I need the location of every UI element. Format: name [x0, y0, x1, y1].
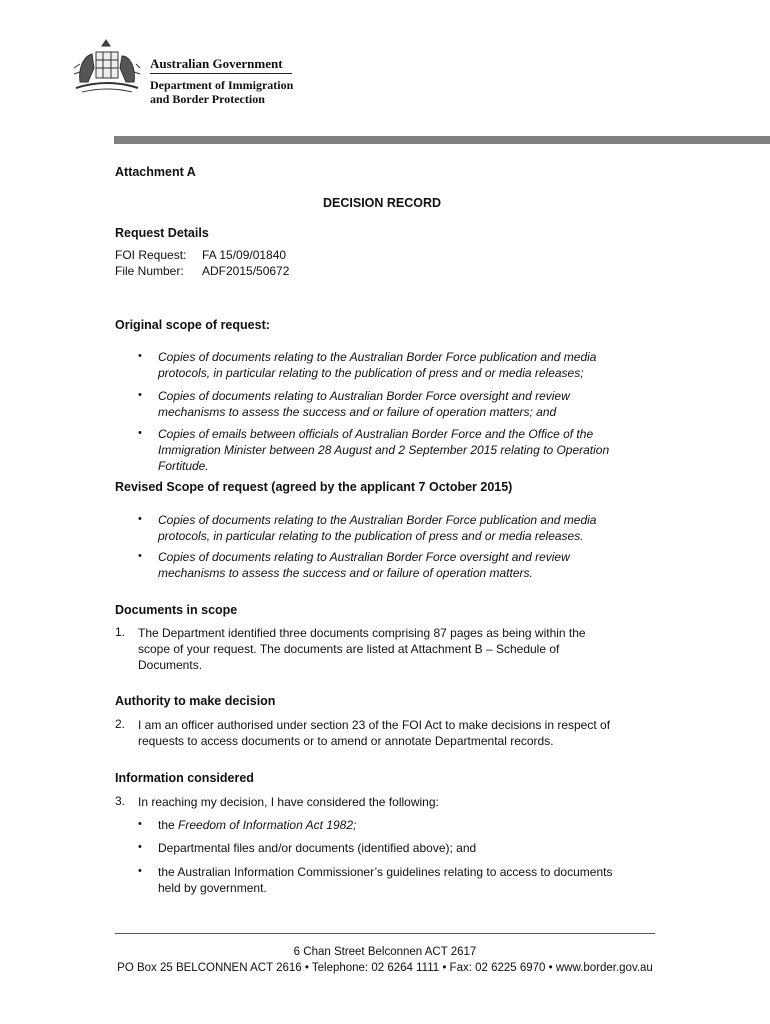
original-scope-heading: Original scope of request:	[115, 318, 270, 332]
bullet-icon: •	[138, 550, 142, 562]
footer-address: 6 Chan Street Belconnen ACT 2617	[293, 946, 477, 958]
original-scope-item: Copies of documents relating to the Australian Border Force publication and media protocols, in particular relating to the publication of press and or media releases;	[158, 350, 597, 380]
bullet-icon: •	[138, 350, 142, 362]
attachment-label: Attachment A	[115, 165, 196, 179]
bullet-icon: •	[138, 818, 142, 830]
coat-of-arms-seal	[72, 38, 142, 100]
bullet-icon: •	[138, 389, 142, 401]
bullet-icon: •	[138, 865, 142, 877]
information-item: the Australian Information Commissioner’s guidelines relating to access to documents held by government.	[158, 865, 613, 895]
original-scope-item: Copies of emails between officials of Australian Border Force and the Office of the Immigration Minister between 28 August and 2 September 2015 relating to Operation Fortitude.	[158, 427, 610, 473]
information-item: Departmental files and/or documents (identified above); and	[158, 841, 477, 855]
request-details-heading: Request Details	[115, 226, 209, 240]
paragraph-number: 1.	[115, 625, 126, 639]
revised-scope-item: Copies of documents relating to Australian Border Force oversight and review mechanisms to assess the success and or failure of operation matters.	[158, 550, 570, 580]
bullet-icon: •	[138, 513, 142, 525]
revised-scope-heading: Revised Scope of request (agreed by the applicant 7 October 2015)	[115, 480, 513, 494]
header-bar	[114, 136, 770, 144]
department-name: Department of Immigration and Border Protection	[150, 78, 294, 106]
revised-scope-item: Copies of documents relating to the Australian Border Force publication and media protocols, in particular relating to the publication of press and or media releases.	[158, 513, 597, 543]
bullet-icon: •	[138, 427, 142, 439]
original-scope-item: Copies of documents relating to Australian Border Force oversight and review mechanisms to assess the success and or failure of operation matters; and	[158, 389, 570, 419]
information-heading: Information considered	[115, 771, 254, 785]
letterhead-divider	[150, 73, 292, 74]
foi-label: FOI Request:	[115, 248, 187, 262]
authority-heading: Authority to make decision	[115, 694, 276, 708]
paragraph-number: 3.	[115, 794, 126, 808]
footer-contact: PO Box 25 BELCONNEN ACT 2616 • Telephone: 02 6264 1111 • Fax: 02 6225 6970 • www.border.gov.au	[117, 962, 653, 974]
foi-value: FA 15/09/01840	[202, 248, 287, 262]
authority-paragraph: I am an officer authorised under section 23 of the FOI Act to make decisions in respect of requests to access documents or to amend or annotate Departmental records.	[138, 718, 611, 748]
footer-divider	[115, 933, 655, 934]
bullet-icon: •	[138, 841, 142, 853]
file-label: File Number:	[115, 264, 184, 278]
documents-paragraph: The Department identified three documents comprising 87 pages as being within the scope of your request. The documents are listed at Attachment B – Schedule of Documents.	[138, 626, 586, 672]
file-value: ADF2015/50672	[202, 264, 290, 278]
doc-title: DECISION RECORD	[323, 196, 442, 210]
government-title: Australian Government	[150, 56, 283, 71]
paragraph-number: 2.	[115, 717, 126, 731]
information-item: the Freedom of Information Act 1982;	[158, 818, 357, 832]
information-paragraph: In reaching my decision, I have considered the following:	[138, 795, 439, 809]
documents-heading: Documents in scope	[115, 603, 238, 617]
